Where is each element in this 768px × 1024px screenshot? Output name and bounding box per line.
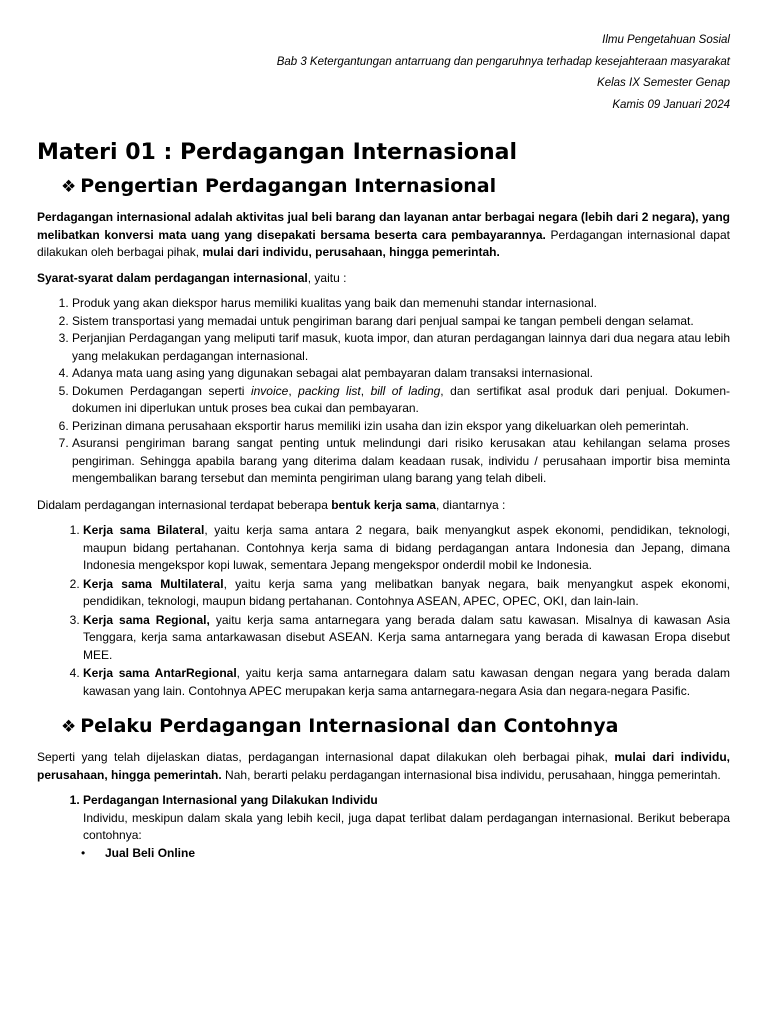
header-class: Kelas IX Semester Genap bbox=[597, 77, 730, 89]
list-item bbox=[83, 792, 730, 862]
coop-name: Kerja sama Bilateral bbox=[83, 523, 205, 537]
item-italic: invoice bbox=[250, 383, 289, 398]
list-item: 3. Perjanjian Perdagangan yang meliputi tarif masuk, kuota impor, dan aturan perdagangan lainnya dari dua negara atau lebih yang melakukan perdagangan internasional. bbox=[72, 330, 730, 365]
list-item bbox=[83, 665, 730, 700]
section-heading-text: Pengertian Perdagangan Internasional bbox=[80, 175, 497, 197]
page-title: Materi 01 : Perdagangan Internasional bbox=[37, 140, 518, 165]
definition-bold: Perdagangan internasional adalah aktivitas jual beli barang dan layanan antar berbagai negara (lebih dari 2 negara), yang melibatkan konversi mata uang yang disepakati bersama beserta cara pembayarannya. bbox=[37, 210, 730, 242]
item-italic: packing list bbox=[298, 383, 361, 398]
diamond-bullet-icon: ❖ bbox=[61, 177, 77, 197]
section-heading-definition bbox=[61, 172, 730, 201]
list-item: 7. Asuransi pengiriman barang sangat penting untuk melindungi dari risiko kerusakan atau kehilangan selama proses pengiriman. Sehingga apabila barang yang diterima dalam keadaan rusak, individu / perusahaan importir bisa meminta mengembalikan barang tersebut dan meminta pengiriman ulang barang yang telah dibeli. bbox=[72, 435, 730, 488]
header-chapter: Bab 3 Ketergantungan antarruang dan pengaruhnya terhadap kesejahteraan masyarakat bbox=[276, 55, 730, 68]
section-heading-text: Pelaku Perdagangan Internasional dan Contohnya bbox=[80, 715, 619, 737]
definition-text: Perdagangan internasional dapat dilakukan oleh berbagai pihak, bbox=[37, 227, 730, 259]
coop-name: Kerja sama AntarRegional bbox=[83, 666, 237, 680]
actor-desc: Individu, meskipun dalam skala yang lebih kecil, juga dapat terlibat dalam perdagangan internasional. Berikut beberapa contohnya: bbox=[83, 810, 730, 842]
definition-bold-2: mulai dari individu, perusahaan, hingga pemerintah. bbox=[202, 245, 500, 259]
requirements-intro bbox=[37, 270, 730, 288]
list-item bbox=[83, 522, 730, 575]
actors-intro bbox=[37, 749, 730, 784]
requirements-intro-bold: Syarat-syarat dalam perdagangan internasional bbox=[37, 270, 308, 285]
coop-intro-text: Didalam perdagangan internasional terdapat beberapa bbox=[37, 497, 332, 512]
actors-list bbox=[37, 792, 730, 862]
actors-intro-text: Seperti yang telah dijelaskan diatas, perdagangan internasional dapat dilakukan oleh berbagai pihak, bbox=[37, 750, 615, 764]
requirements-intro-text: , yaitu : bbox=[307, 270, 347, 285]
list-item bbox=[81, 845, 730, 863]
list-item: 6. Perizinan dimana perusahaan eksportir harus memiliki izin usaha dan izin ekspor yang dikeluarkan oleh pemerintah. bbox=[72, 418, 730, 436]
actors-intro-text-end: Nah, berarti pelaku perdagangan internasional bisa individu, perusahaan, hingga pemerintah. bbox=[221, 767, 721, 782]
sub-item-text: Jual Beli Online bbox=[105, 845, 196, 860]
diamond-bullet-icon: ❖ bbox=[61, 717, 77, 737]
actors-intro-bold: mulai dari individu, perusahaan, hingga pemerintah. bbox=[37, 750, 730, 782]
list-item: 2. Sistem transportasi yang memadai untuk pengiriman barang dari penjual sampai ke tangan pembeli dengan selamat. bbox=[72, 313, 730, 331]
coop-name: Kerja sama Multilateral bbox=[83, 576, 224, 591]
item-text: Dokumen Perdagangan seperti bbox=[72, 383, 251, 398]
list-item bbox=[83, 612, 730, 665]
item-text: , dan sertifikat asal produk dari penjual. Dokumen-dokumen ini diperlukan untuk proses bea cukai dan pembayaran. bbox=[72, 383, 730, 415]
bullet-icon: • bbox=[81, 845, 86, 860]
coop-desc: , yaitu kerja sama antara 2 negara, baik menyangkut aspek ekonomi, pendidikan, teknologi, maupun bidang pertahanan. Contohnya kerja sama di bidang perdagangan antara Indonesia dan Jepang, dimana Indonesia mengekspor kopi luwak, sementara Jepang mengekspor onderdil mobil ke Indonesia. bbox=[83, 523, 731, 572]
list-item bbox=[83, 576, 730, 611]
list-item: 1. Produk yang akan diekspor harus memiliki kualitas yang baik dan memenuhi standar internasional. bbox=[72, 295, 730, 313]
coop-intro-text-end: , diantarnya : bbox=[435, 497, 506, 512]
item-text: , bbox=[360, 383, 371, 398]
coop-desc: , yaitu kerja sama yang melibatkan banyak negara, baik menyangkut aspek ekonomi, pendidikan, teknologi, maupun bidang pertahanan. Contohnya ASEAN, APEC, OPEC, OKI, dan lain-lain. bbox=[83, 576, 730, 608]
actor-title: Perdagangan Internasional yang Dilakukan Individu bbox=[83, 793, 378, 807]
header-subject: Ilmu Pengetahuan Sosial bbox=[602, 34, 730, 46]
cooperation-list bbox=[37, 522, 730, 700]
coop-desc: , yaitu kerja sama antarnegara dalam satu kawasan dengan negara yang berada dalam kawasan yang lain. Contohnya APEC merupakan kerja sama antarnegara-negara Asia dan negara-negara Pasific. bbox=[83, 666, 730, 698]
item-italic: bill of lading bbox=[370, 383, 441, 398]
document-header bbox=[37, 30, 730, 116]
definition-paragraph bbox=[37, 209, 730, 262]
item-text: , bbox=[288, 383, 299, 398]
coop-desc: yaitu kerja sama antarnegara yang berada dalam satu kawasan. Misalnya di kawasan Asia Tenggara, kerja sama antarkawasan disebut ASEAN. Kerja sama antarnegara yang berada di kawasan Eropa disebut MEE. bbox=[83, 612, 730, 662]
list-item: 4. Adanya mata uang asing yang digunakan sebagai alat pembayaran dalam transaksi internasional. bbox=[72, 365, 730, 383]
coop-intro-bold: bentuk kerja sama bbox=[331, 497, 436, 512]
sub-list bbox=[83, 845, 730, 863]
coop-name: Kerja sama Regional, bbox=[83, 612, 210, 627]
cooperation-intro bbox=[37, 497, 730, 515]
section-heading-actors bbox=[61, 712, 730, 741]
header-date: Kamis 09 Januari 2024 bbox=[612, 98, 730, 111]
requirements-list bbox=[37, 295, 730, 488]
list-item bbox=[72, 383, 730, 418]
